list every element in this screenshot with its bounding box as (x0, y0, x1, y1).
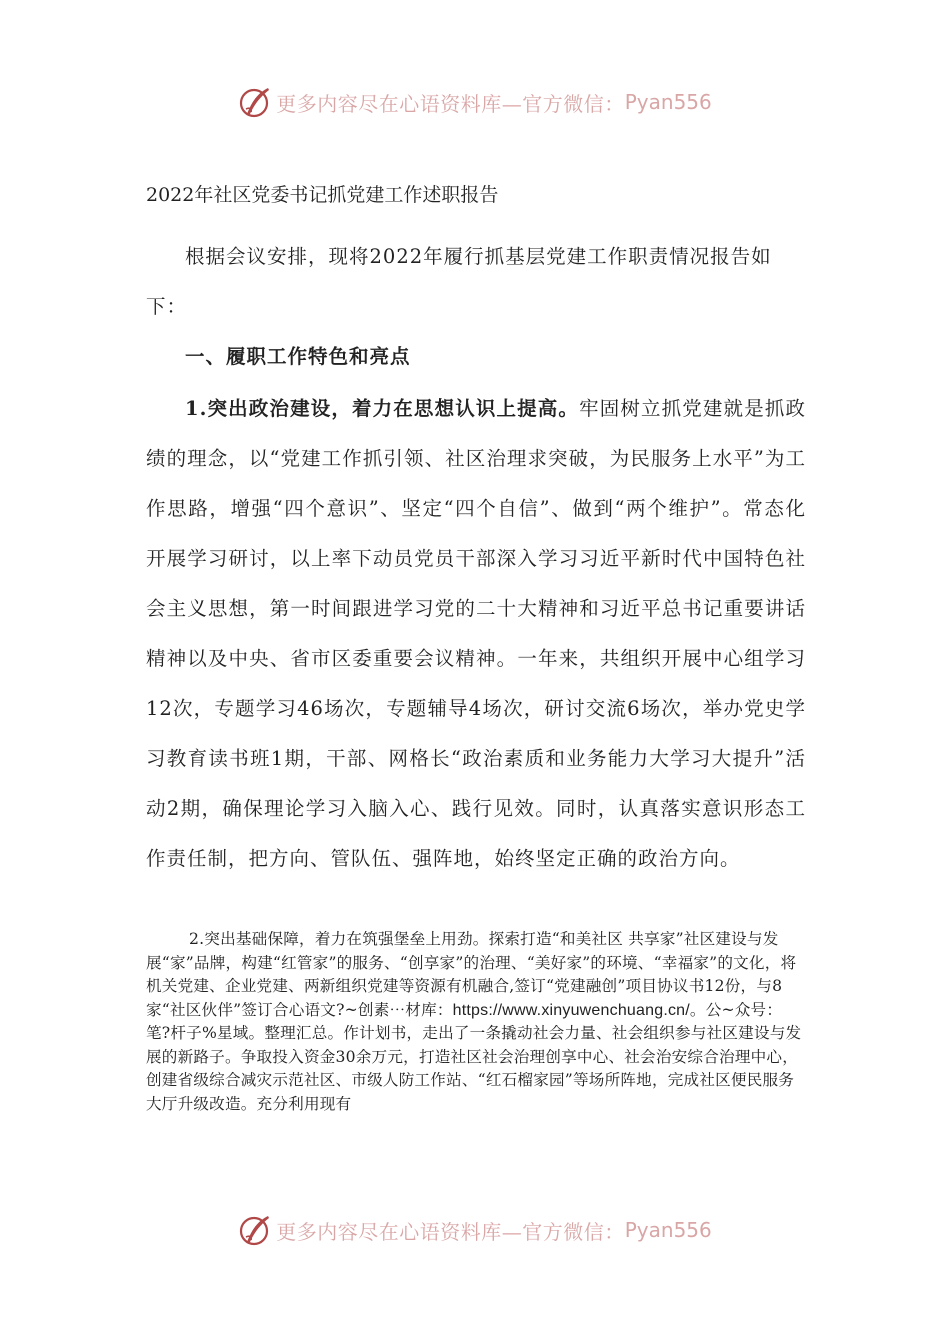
quill-logo-icon (238, 1213, 272, 1247)
banner-text: 更多内容尽在心语资料库—官方微信： (276, 1219, 625, 1244)
intro-paragraph: 根据会议安排，现将2022年履行抓基层党建工作职责情况报告如下： (146, 245, 772, 318)
section-heading-1: 一、履职工作特色和亮点 (185, 345, 411, 368)
paragraph-2-part1: 2.突出基础保障，着力在筑强堡垒上用劲。探索打造“和美社区 共享家”社区建设与发展“家”品牌，构建“红管家”的服务、“创享家”的治理、“美好家”的环境、“幸福家”的文化，将机关党建、企业党建、两新组织党建等资源有机融合,签订“党建融创”项目协议书12份，与8家“社区伙伴”签订合心语文?~创素⋯材库： (146, 930, 797, 1019)
document-title: 2022年社区党委书记抓党建工作述职报告 (146, 184, 499, 206)
top-watermark-banner (0, 82, 950, 122)
banner-wechat-id: Pyan556 (624, 1218, 712, 1242)
paragraph-2-part2: 。公~众号：笔?杆子%星域。整理汇总。作计划书，走出了一条撬动社会力量、社会组织参与社区建设与发展的新路子。争取投入资金30余万元，打造社区社会治理创享中心、社会治安综合治理中心，创建省级综合减灾示范社区、市级人防工作站、“红石榴家园”等场所阵地，完成社区便民服务大厅升级改造。充分利用现有 (146, 1000, 802, 1113)
quill-logo-icon (238, 85, 272, 119)
banner-text: 更多内容尽在心语资料库—官方微信： (276, 91, 625, 116)
banner-wechat-id: Pyan556 (624, 90, 712, 114)
paragraph-1-lead: 1.突出政治建设，着力在思想认识上提高。 (185, 397, 580, 420)
paragraph-2-url: https://www.xinyuwenchuang.cn/ (452, 1001, 690, 1019)
paragraph-1-body: 牢固树立抓党建就是抓政绩的理念，以“党建工作抓引领、社区治理求突破，为民服务上水平”为工作思路，增强“四个意识”、坚定“四个自信”、做到“两个维护”。常态化开展学习研讨，以上率下动员党员干部深入学习习近平新时代中国特色社会主义思想，第一时间跟进学习党的二十大精神和习近平总书记重要讲话精神以及中央、省市区委重要会议精神。一年来，共组织开展中心组学习12次，专题学习46场次，专题辅导4场次，研讨交流6场次，举办党史学习教育读书班1期，干部、网格长“政治素质和业务能力大学习大提升”活动2期，确保理论学习入脑入心、践行见效。同时，认真落实意识形态工作责任制，把方向、管队伍、强阵地，始终坚定正确的政治方向。 (146, 397, 806, 870)
paragraph-1 (146, 384, 806, 884)
bottom-watermark-banner (0, 1210, 950, 1250)
paragraph-2 (146, 928, 806, 1116)
